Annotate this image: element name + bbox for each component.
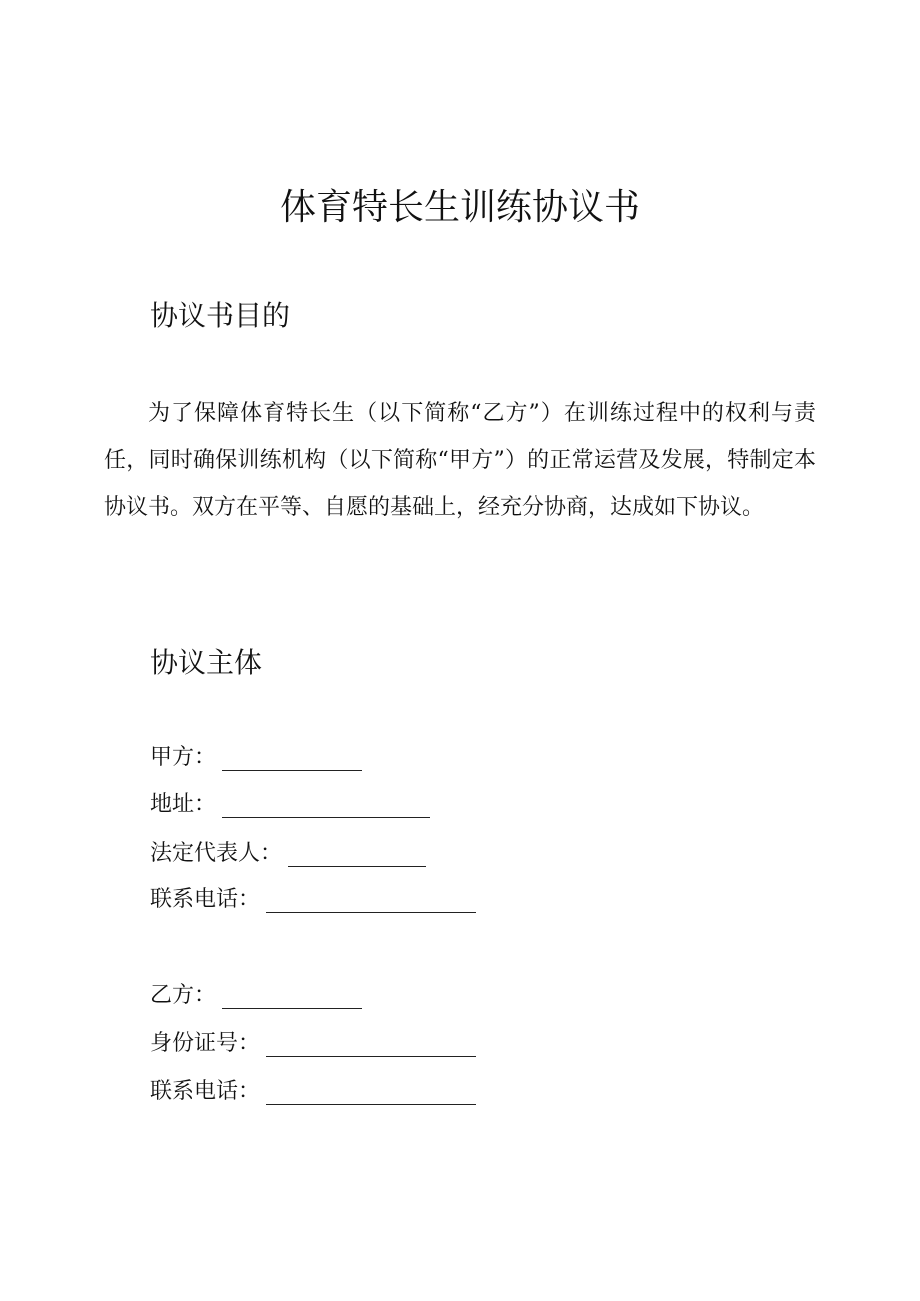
party-b-name-blank-line: [222, 1008, 362, 1009]
party-a-legal-representative-label: 法定代表人：: [150, 841, 283, 866]
party-a-name-field: [150, 738, 362, 778]
party-b-name-field: [150, 976, 362, 1016]
party-b-id-field: [150, 1024, 476, 1064]
party-b-phone-blank-line: [266, 1104, 476, 1105]
party-b-id-blank-line: [266, 1056, 476, 1057]
party-a-name-blank-line: [222, 770, 362, 771]
party-b-name-label: 乙方：: [150, 983, 217, 1008]
party-a-legal-representative-blank-line: [288, 866, 426, 867]
purpose-heading: 协议书目的: [150, 299, 291, 332]
party-a-address-label: 地址：: [150, 792, 217, 817]
party-a-address-blank-line: [222, 817, 430, 818]
party-a-address-field: [150, 785, 430, 825]
party-a-phone-field: [150, 880, 476, 920]
party-b-id-label: 身份证号：: [150, 1031, 261, 1056]
party-a-name-label: 甲方：: [150, 745, 217, 770]
party-b-phone-label: 联系电话：: [150, 1079, 261, 1104]
party-a-legal-representative-field: [150, 834, 426, 874]
party-a-phone-label: 联系电话：: [150, 887, 261, 912]
purpose-paragraph: 为了保障体育特长生（以下简称“乙方”）在训练过程中的权利与责任，同时确保训练机构（以下简称“甲方”）的正常运营及发展，特制定本协议书。双方在平等、自愿的基础上，经充分协商，达成如下协议。: [104, 401, 816, 520]
parties-heading: 协议主体: [150, 646, 263, 679]
document-title: 体育特长生训练协议书: [279, 187, 640, 228]
party-b-phone-field: [150, 1072, 476, 1112]
party-a-phone-blank-line: [266, 912, 476, 913]
